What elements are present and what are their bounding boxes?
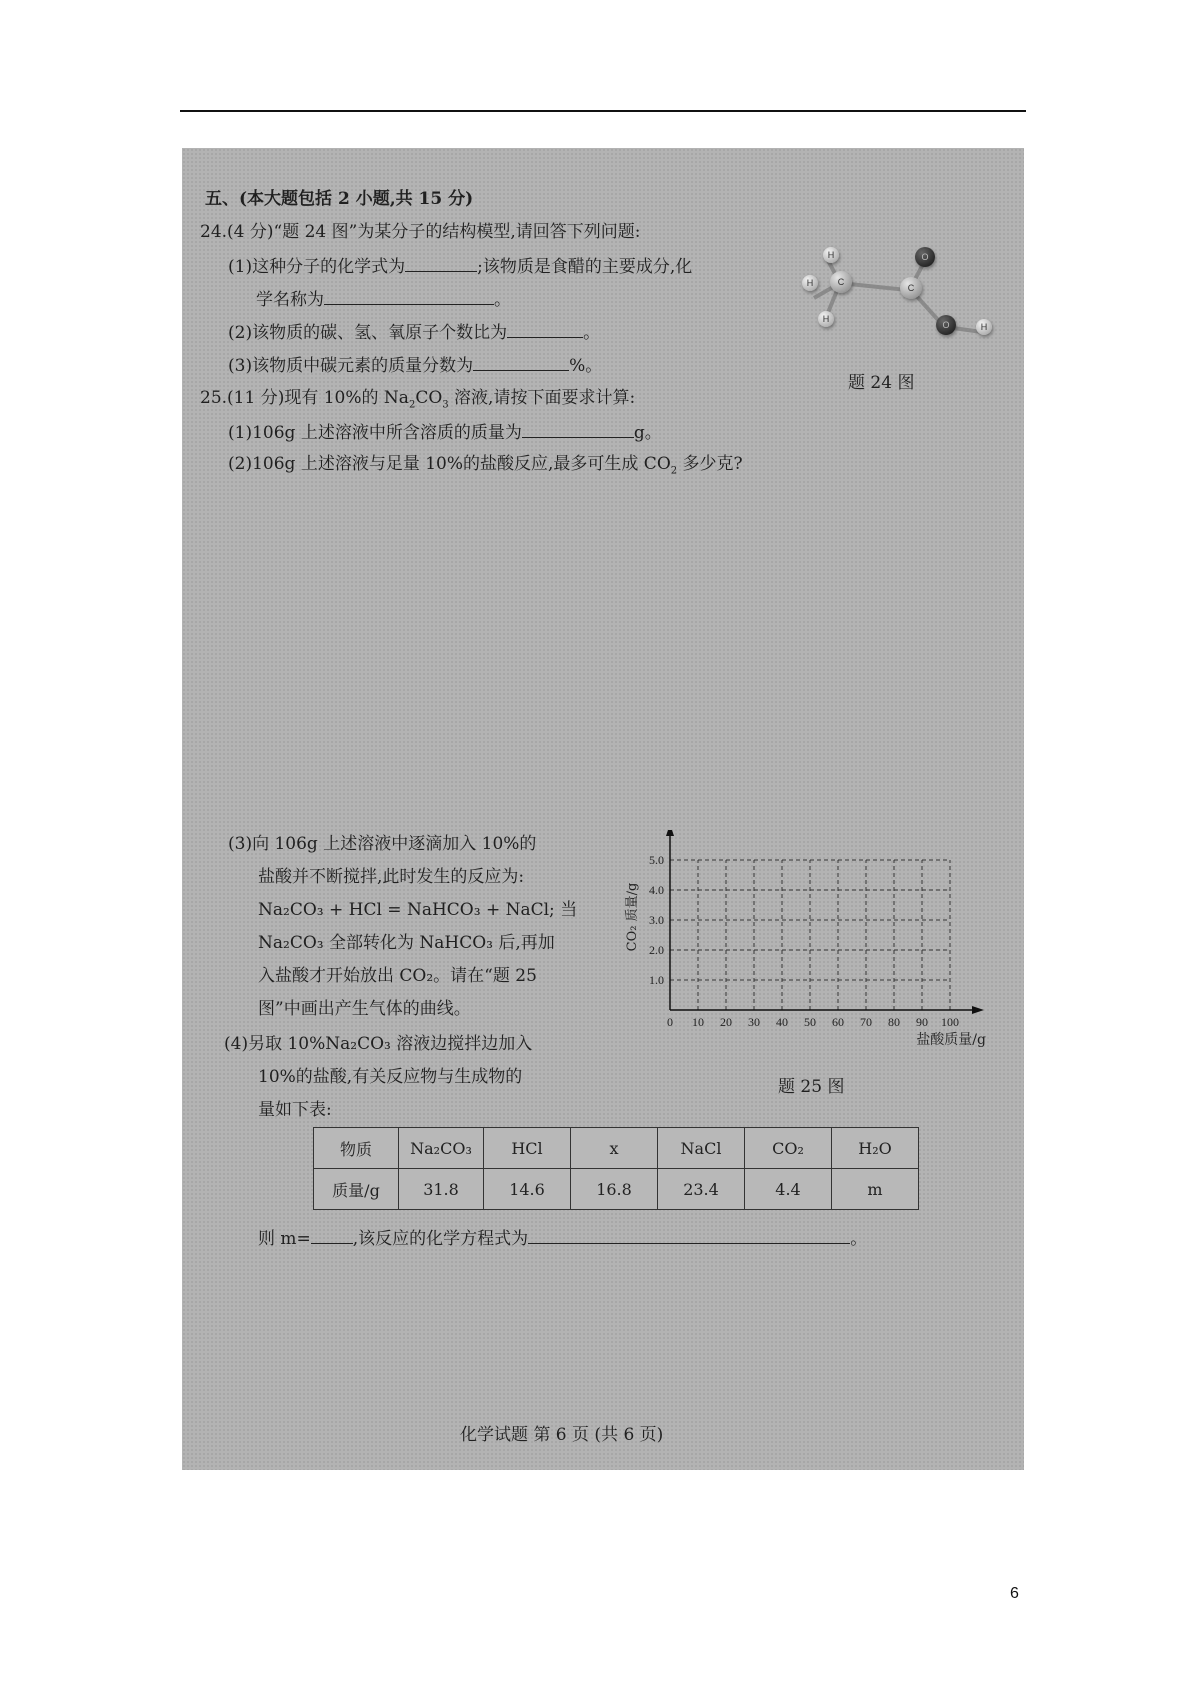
x-tick-label: 80 xyxy=(888,1015,900,1029)
q25-part3-line4: Na₂CO₃ 全部转化为 NaHCO₃ 后,再加 xyxy=(258,933,555,953)
answer-blank[interactable] xyxy=(324,288,494,305)
y-tick-label: 4.0 xyxy=(649,883,664,897)
q25-part3-line2: 盐酸并不断搅拌,此时发生的反应为: xyxy=(258,867,525,887)
y-tick-label: 3.0 xyxy=(649,913,664,927)
hydrogen-atom: H xyxy=(802,275,818,291)
x-tick-label: 100 xyxy=(941,1015,959,1029)
x-tick-label: 30 xyxy=(748,1015,760,1029)
reaction-mass-table xyxy=(313,1127,919,1210)
table-cell: Na₂CO₃ xyxy=(399,1128,484,1169)
acetic-acid-molecule-model xyxy=(800,245,1000,355)
x-axis-label: 盐酸质量/g xyxy=(916,1032,986,1048)
y-tick-label: 2.0 xyxy=(649,943,664,957)
table-row xyxy=(314,1169,919,1210)
q25-part4-line1: (4)另取 10%Na₂CO₃ 溶液边搅拌边加入 xyxy=(224,1034,533,1054)
hydrogen-atom: H xyxy=(976,319,992,335)
co2-mass-chart[interactable] xyxy=(620,830,1000,1060)
carbon-atom: C xyxy=(830,271,852,293)
q25-part2: (2)106g 上述溶液与足量 10%的盐酸反应,最多可生成 $CO_2$ 多少克? xyxy=(228,454,743,477)
q24-stem: 24.(4 分)“题 24 图”为某分子的结构模型,请回答下列问题: xyxy=(200,222,641,242)
x-tick-label: 60 xyxy=(832,1015,844,1029)
top-rule xyxy=(180,110,1026,112)
q25-part3-line1: (3)向 106g 上述溶液中逐滴加入 10%的 xyxy=(228,834,537,854)
page-footer: 化学试题 第 6 页 (共 6 页) xyxy=(460,1425,664,1445)
hydrogen-atom: H xyxy=(823,247,839,263)
answer-blank[interactable] xyxy=(473,354,569,371)
table-cell: 14.6 xyxy=(484,1169,571,1210)
y-tick-label: 5.0 xyxy=(649,853,664,867)
table-cell: 物质 xyxy=(314,1128,399,1169)
y-axis-arrow xyxy=(666,830,674,836)
q25-part4-line3: 量如下表: xyxy=(258,1100,332,1120)
figure-25-caption: 题 25 图 xyxy=(778,1077,845,1097)
table-cell: 23.4 xyxy=(658,1169,745,1210)
q24-part3: (3)该物质中碳元素的质量分数为 %。 xyxy=(228,356,603,376)
answer-blank[interactable] xyxy=(405,255,477,272)
table-cell: 16.8 xyxy=(571,1169,658,1210)
x-tick-label: 10 xyxy=(692,1015,704,1029)
chart-svg[interactable] xyxy=(620,830,1000,1060)
x-tick-label: 70 xyxy=(860,1015,872,1029)
x-tick-label: 20 xyxy=(720,1015,732,1029)
answer-blank[interactable] xyxy=(507,321,583,338)
q24-part1-line2: 学名称为 。 xyxy=(256,290,511,310)
answer-blank[interactable] xyxy=(528,1227,850,1244)
q24-part2: (2)该物质的碳、氢、氧原子个数比为 。 xyxy=(228,323,601,343)
table-cell: NaCl xyxy=(658,1128,745,1169)
oxygen-atom: O xyxy=(936,315,956,335)
table-cell: CO₂ xyxy=(745,1128,832,1169)
q25-stem: 25.(11 分)现有 10%的 $Na_2CO_3$ 溶液,请按下面要求计算: xyxy=(200,388,636,411)
hydrogen-atom: H xyxy=(818,311,834,327)
q25-part3-line3: Na₂CO₃ + HCl = NaHCO₃ + NaCl; 当 xyxy=(258,900,578,920)
table-cell: 质量/g xyxy=(314,1169,399,1210)
carbon-atom: C xyxy=(900,277,922,299)
q25-part1: (1)106g 上述溶液中所含溶质的质量为 g。 xyxy=(228,423,662,443)
table-cell: 31.8 xyxy=(399,1169,484,1210)
table-cell: 4.4 xyxy=(745,1169,832,1210)
answer-blank[interactable] xyxy=(522,421,634,438)
table-header-row xyxy=(314,1128,919,1169)
q25-part4-line2: 10%的盐酸,有关反应物与生成物的 xyxy=(258,1067,523,1087)
q25-final-line: 则 m= ,该反应的化学方程式为 。 xyxy=(258,1229,868,1249)
q25-part3-line5: 入盐酸才开始放出 CO₂。请在“题 25 xyxy=(258,966,537,986)
x-tick-label: 0 xyxy=(667,1015,673,1029)
table-cell: H₂O xyxy=(832,1128,919,1169)
table-cell: m xyxy=(832,1169,919,1210)
q24-part1-line1: (1)这种分子的化学式为 ;该物质是食醋的主要成分,化 xyxy=(228,257,693,277)
figure-24-caption: 题 24 图 xyxy=(848,373,915,393)
x-tick-label: 40 xyxy=(776,1015,788,1029)
y-tick-label: 1.0 xyxy=(649,973,664,987)
table-cell: HCl xyxy=(484,1128,571,1169)
oxygen-atom: O xyxy=(915,247,935,267)
x-axis-arrow xyxy=(972,1006,984,1014)
x-tick-label: 50 xyxy=(804,1015,816,1029)
q25-part3-line6: 图”中画出产生气体的曲线。 xyxy=(258,999,471,1019)
x-tick-label: 90 xyxy=(916,1015,928,1029)
table-cell: x xyxy=(571,1128,658,1169)
answer-blank[interactable] xyxy=(311,1227,353,1244)
y-axis-label: CO₂ 质量/g xyxy=(625,882,640,952)
page-number: 6 xyxy=(1010,1585,1019,1602)
section-title: 五、(本大题包括 2 小题,共 15 分) xyxy=(205,189,474,209)
